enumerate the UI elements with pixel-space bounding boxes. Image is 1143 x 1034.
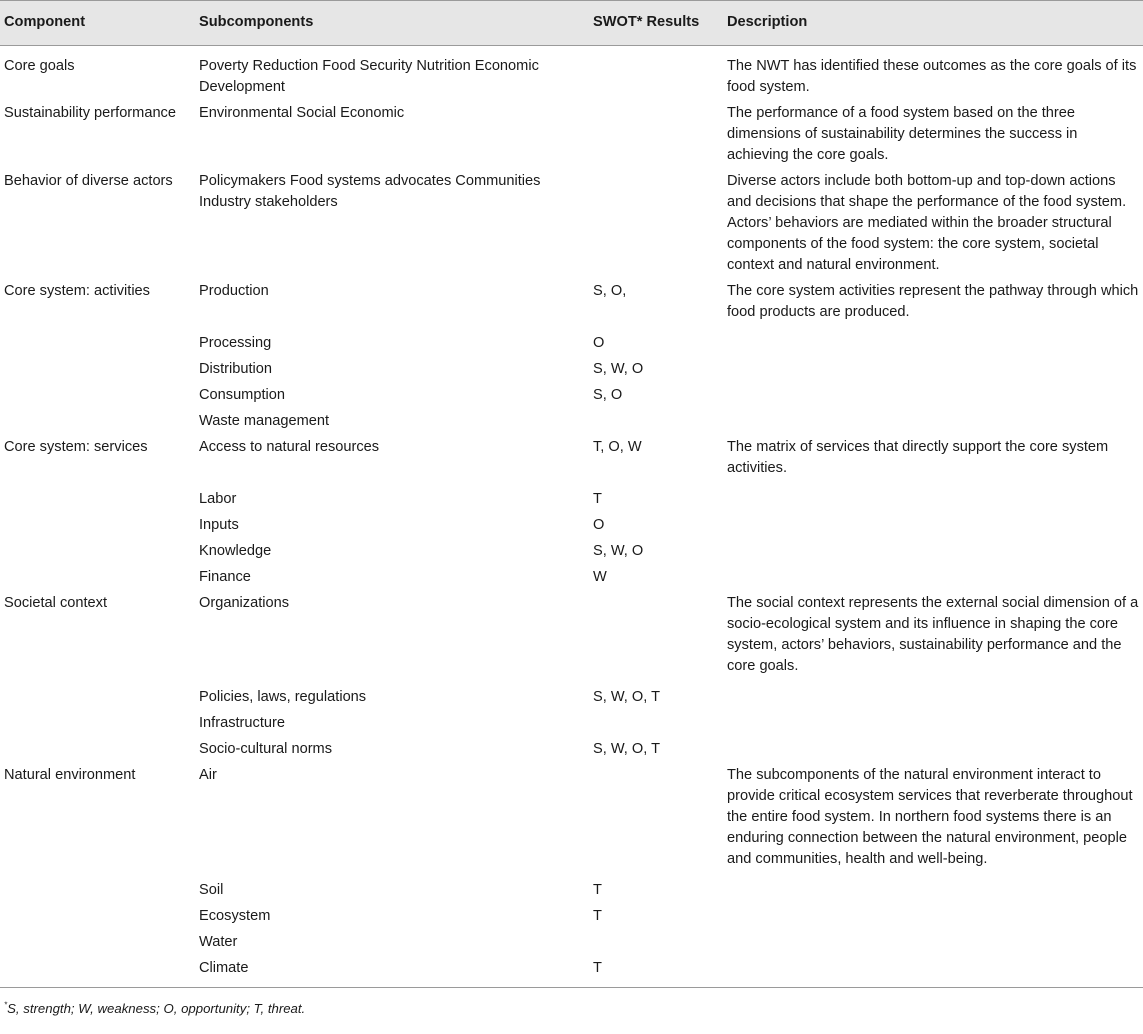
cell-description bbox=[723, 737, 1143, 763]
cell-component: Core system: activities bbox=[4, 283, 150, 299]
header-description: Description bbox=[723, 1, 1143, 46]
table-row bbox=[0, 331, 1143, 357]
cell-component: Behavior of diverse actors bbox=[4, 173, 173, 189]
header-swot-results: SWOT* Results bbox=[589, 1, 723, 46]
cell-description bbox=[723, 904, 1143, 930]
cell-subcomponent: Climate bbox=[199, 960, 249, 976]
cell-component bbox=[0, 565, 195, 591]
cell-swot bbox=[589, 169, 723, 279]
cell-description bbox=[723, 930, 1143, 956]
cell-component bbox=[0, 331, 195, 357]
cell-swot bbox=[589, 46, 723, 102]
cell-swot: O bbox=[593, 335, 605, 351]
cell-description bbox=[723, 357, 1143, 383]
cell-subcomponent: Organizations bbox=[199, 595, 290, 611]
cell-subcomponent: Access to natural resources bbox=[199, 439, 380, 455]
cell-subcomponent: Inputs bbox=[199, 517, 239, 533]
cell-component bbox=[0, 357, 195, 383]
cell-swot: T, O, W bbox=[593, 439, 642, 455]
cell-swot: T bbox=[593, 908, 602, 924]
cell-component: Core system: services bbox=[4, 439, 148, 455]
table-row bbox=[0, 383, 1143, 409]
cell-swot bbox=[589, 763, 723, 878]
cell-swot: O bbox=[593, 517, 605, 533]
table-row bbox=[0, 763, 1143, 878]
cell-swot: T bbox=[593, 491, 602, 507]
table-footnote bbox=[0, 988, 1143, 1019]
cell-component bbox=[0, 409, 195, 435]
cell-description bbox=[723, 383, 1143, 409]
table-row bbox=[0, 435, 1143, 487]
cell-description bbox=[723, 956, 1143, 988]
cell-description bbox=[723, 331, 1143, 357]
cell-description: The social context represents the external social dimension of a socio-ecological system and its influence in shaping the core system, actors’ behaviors, sustainability performance and the core goals. bbox=[727, 595, 1139, 674]
cell-description bbox=[723, 409, 1143, 435]
table-row bbox=[0, 878, 1143, 904]
table-row bbox=[0, 591, 1143, 685]
cell-component bbox=[0, 487, 195, 513]
table-row bbox=[0, 513, 1143, 539]
cell-component bbox=[0, 383, 195, 409]
cell-description: The performance of a food system based on the three dimensions of sustainability determines the success in achieving the core goals. bbox=[727, 105, 1078, 163]
table-row bbox=[0, 409, 1143, 435]
cell-subcomponent: Policymakers Food systems advocates Communities Industry stakeholders bbox=[199, 173, 541, 210]
cell-description: The core system activities represent the pathway through which food products are produced. bbox=[727, 283, 1139, 320]
table-row bbox=[0, 930, 1143, 956]
cell-component bbox=[0, 539, 195, 565]
cell-subcomponent: Ecosystem bbox=[199, 908, 271, 924]
cell-swot bbox=[589, 930, 723, 956]
cell-subcomponent: Socio-cultural norms bbox=[199, 741, 333, 757]
table-row bbox=[0, 956, 1143, 988]
cell-subcomponent: Soil bbox=[199, 882, 224, 898]
table-row bbox=[0, 357, 1143, 383]
cell-swot: S, W, O, T bbox=[593, 689, 661, 705]
table-row bbox=[0, 101, 1143, 169]
cell-component: Sustainability performance bbox=[4, 105, 176, 121]
cell-swot: T bbox=[593, 960, 602, 976]
table-row bbox=[0, 904, 1143, 930]
table-row bbox=[0, 685, 1143, 711]
cell-description: Diverse actors include both bottom-up and top-down actions and decisions that shape the performance of the food system. Actors’ behaviors are mediated within the broader structural components of the food system: the core system, societal context and natural environment. bbox=[727, 173, 1127, 273]
cell-component bbox=[0, 711, 195, 737]
cell-description: The NWT has identified these outcomes as the core goals of its food system. bbox=[727, 58, 1137, 95]
cell-subcomponent: Processing bbox=[199, 335, 272, 351]
cell-swot: T bbox=[593, 882, 602, 898]
header-subcomponents: Subcomponents bbox=[195, 1, 589, 46]
cell-description bbox=[723, 878, 1143, 904]
cell-swot bbox=[589, 711, 723, 737]
cell-component: Core goals bbox=[4, 58, 75, 74]
table-body bbox=[0, 46, 1143, 988]
table-row bbox=[0, 737, 1143, 763]
cell-swot: S, W, O bbox=[593, 543, 644, 559]
cell-component bbox=[0, 737, 195, 763]
cell-description: The matrix of services that directly support the core system activities. bbox=[727, 439, 1109, 476]
cell-subcomponent: Poverty Reduction Food Security Nutrition Economic Development bbox=[199, 58, 539, 95]
cell-swot bbox=[589, 591, 723, 685]
cell-description bbox=[723, 539, 1143, 565]
cell-description bbox=[723, 711, 1143, 737]
cell-subcomponent: Production bbox=[199, 283, 269, 299]
cell-description bbox=[723, 513, 1143, 539]
table-row bbox=[0, 539, 1143, 565]
cell-swot: S, W, O bbox=[593, 361, 644, 377]
cell-component bbox=[0, 513, 195, 539]
cell-subcomponent: Labor bbox=[199, 491, 237, 507]
cell-subcomponent: Infrastructure bbox=[199, 715, 285, 731]
cell-swot: S, O, bbox=[593, 283, 627, 299]
cell-component bbox=[0, 930, 195, 956]
cell-subcomponent: Consumption bbox=[199, 387, 285, 403]
cell-component bbox=[0, 956, 195, 988]
cell-description: The subcomponents of the natural environment interact to provide critical ecosystem services that reverberate throughout the entire food system. In northern food systems there is an enduring connection between the natural environment, people and communities, health and well-being. bbox=[727, 767, 1133, 867]
header-component: Component bbox=[0, 1, 195, 46]
cell-component: Natural environment bbox=[4, 767, 136, 783]
table-row bbox=[0, 565, 1143, 591]
table-row bbox=[0, 711, 1143, 737]
cell-subcomponent: Knowledge bbox=[199, 543, 272, 559]
table-row bbox=[0, 487, 1143, 513]
cell-swot: W bbox=[593, 569, 607, 585]
table-row bbox=[0, 46, 1143, 102]
cell-subcomponent: Distribution bbox=[199, 361, 272, 377]
cell-swot bbox=[589, 409, 723, 435]
cell-component bbox=[0, 878, 195, 904]
cell-component bbox=[0, 685, 195, 711]
cell-subcomponent: Waste management bbox=[199, 413, 330, 429]
cell-subcomponent: Water bbox=[199, 934, 238, 950]
cell-component: Societal context bbox=[4, 595, 108, 611]
cell-description bbox=[723, 565, 1143, 591]
cell-subcomponent: Finance bbox=[199, 569, 251, 585]
header-row bbox=[0, 1, 1143, 46]
table-row bbox=[0, 169, 1143, 279]
footnote-marker: * bbox=[4, 1000, 8, 1010]
cell-subcomponent: Environmental Social Economic bbox=[199, 105, 405, 121]
cell-swot: S, O bbox=[593, 387, 623, 403]
cell-component bbox=[0, 904, 195, 930]
cell-swot bbox=[589, 101, 723, 169]
table-row bbox=[0, 279, 1143, 331]
cell-description bbox=[723, 487, 1143, 513]
cell-description bbox=[723, 685, 1143, 711]
cell-subcomponent: Air bbox=[199, 767, 217, 783]
cell-swot: S, W, O, T bbox=[593, 741, 661, 757]
cell-subcomponent: Policies, laws, regulations bbox=[199, 689, 367, 705]
footnote-text: S, strength; W, weakness; O, opportunity; T, threat. bbox=[7, 1001, 306, 1016]
table-header bbox=[0, 1, 1143, 46]
